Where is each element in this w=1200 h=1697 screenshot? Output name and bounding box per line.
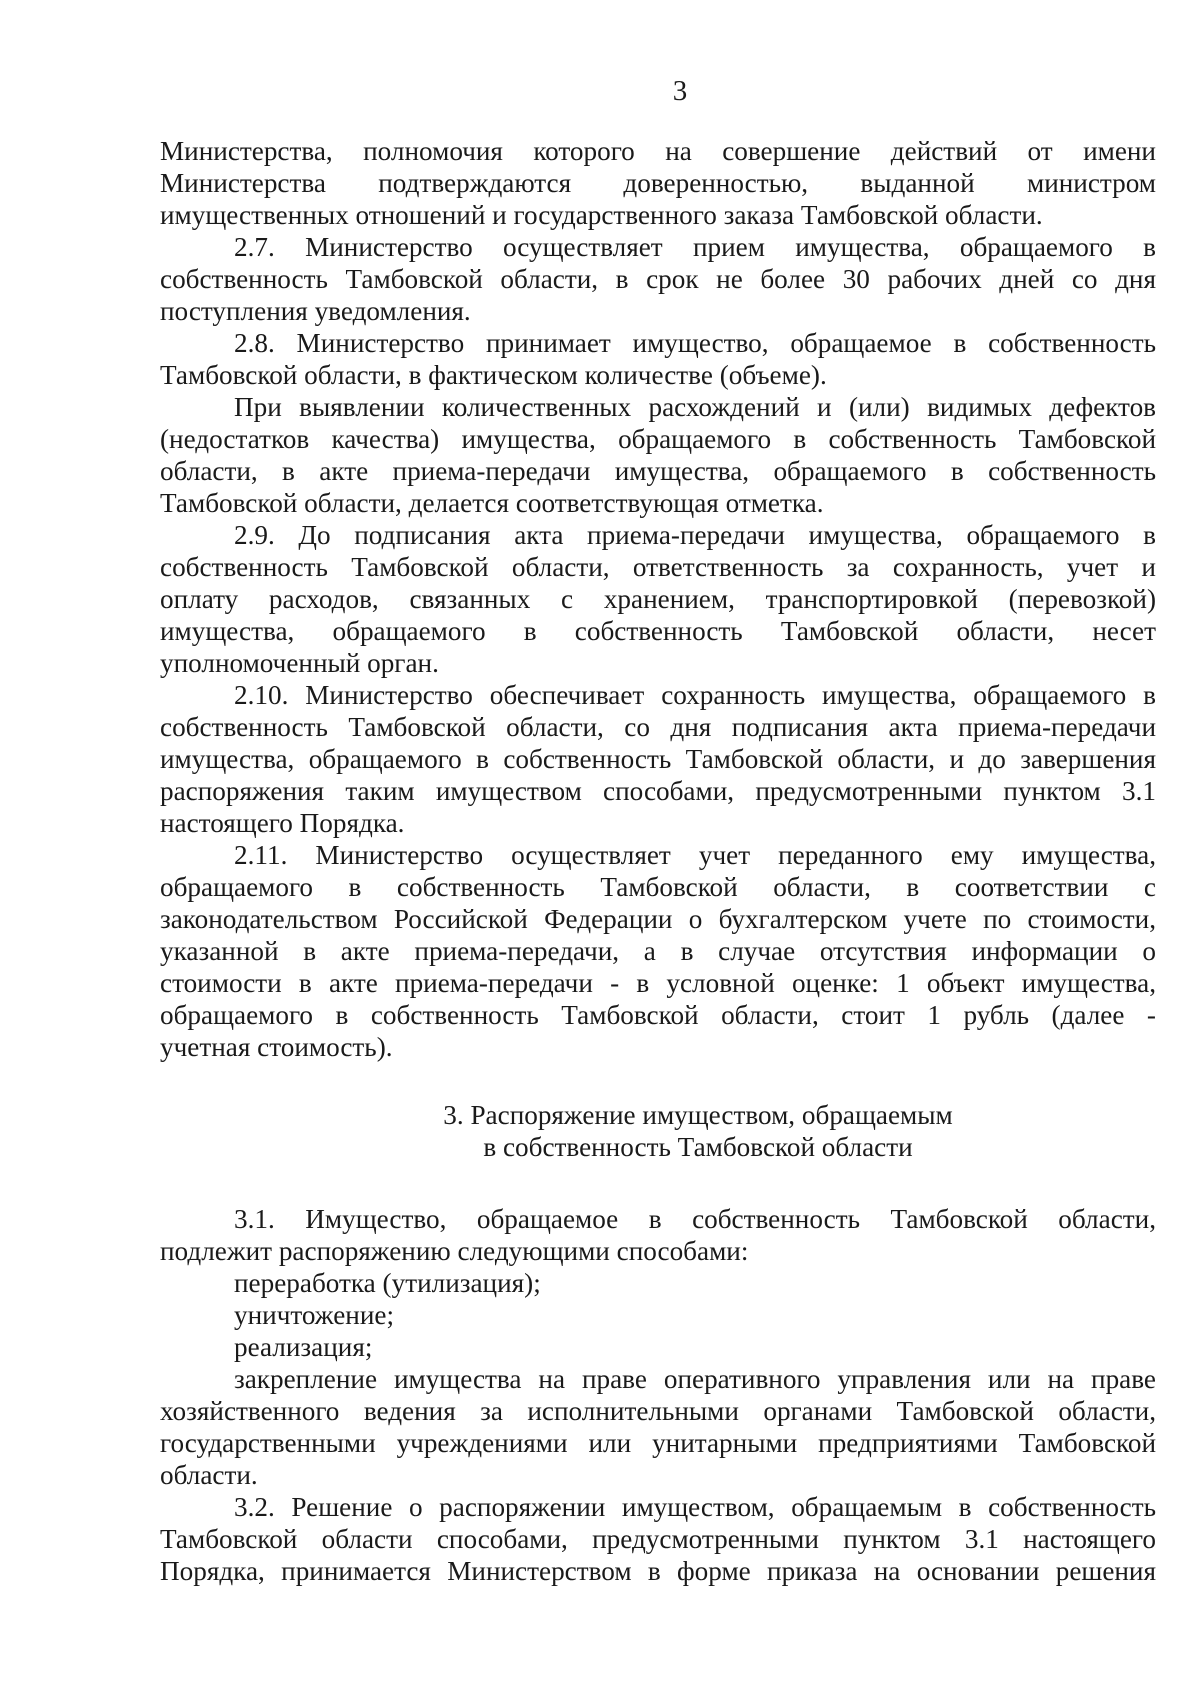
list-item: реализация; <box>234 1332 373 1362</box>
text-line: собственность Тамбовской области, со дня подписания акта приема-передачи <box>160 712 1156 742</box>
text-line: Тамбовской области способами, предусмотренными пунктом 3.1 настоящего <box>160 1524 1156 1554</box>
text-line: закрепление имущества на праве оперативного управления или на праве <box>234 1364 1156 1394</box>
text-line: стоимости в акте приема-передачи - в условной оценке: 1 объект имущества, <box>160 968 1156 998</box>
text-line: уполномоченный орган. <box>160 648 439 678</box>
list-item: уничтожение; <box>234 1300 395 1330</box>
text-line: собственность Тамбовской области, ответственность за сохранность, учет и <box>160 552 1156 582</box>
text-line: имущества, обращаемого в собственность Тамбовской области, несет <box>160 616 1156 646</box>
text-line: (недостатков качества) имущества, обращаемого в собственность Тамбовской <box>160 424 1156 454</box>
text-line: собственность Тамбовской области, в срок не более 30 рабочих дней со дня <box>160 264 1156 294</box>
text-line: обращаемого в собственность Тамбовской области, в соответствии с <box>160 872 1156 902</box>
text-line: 2.11. Министерство осуществляет учет переданного ему имущества, <box>234 840 1156 870</box>
text-line: При выявлении количественных расхождений и (или) видимых дефектов <box>234 392 1156 422</box>
text-line: имущества, обращаемого в собственность Тамбовской области, и до завершения <box>160 744 1156 774</box>
list-item: переработка (утилизация); <box>234 1268 541 1298</box>
text-line: Тамбовской области, делается соответствующая отметка. <box>160 488 824 518</box>
text-line: области, в акте приема-передачи имущества, обращаемого в собственность <box>160 456 1156 486</box>
text-line: области. <box>160 1460 258 1490</box>
text-line: 3.1. Имущество, обращаемое в собственность Тамбовской области, <box>234 1204 1156 1234</box>
text-line: хозяйственного ведения за исполнительными органами Тамбовской области, <box>160 1396 1156 1426</box>
text-line: Порядка, принимается Министерством в форме приказа на основании решения <box>160 1556 1156 1586</box>
document-body <box>160 135 1156 1587</box>
text-line: законодательством Российской Федерации о бухгалтерском учете по стоимости, <box>160 904 1156 934</box>
text-line: 3.2. Решение о распоряжении имуществом, обращаемым в собственность <box>234 1492 1156 1522</box>
text-line: 2.9. До подписания акта приема-передачи имущества, обращаемого в <box>234 520 1156 550</box>
text-line: Министерства, полномочия которого на совершение действий от имени <box>160 136 1156 166</box>
text-line: поступления уведомления. <box>160 296 471 326</box>
text-line: 2.7. Министерство осуществляет прием имущества, обращаемого в <box>234 232 1156 262</box>
text-line: учетная стоимость). <box>160 1032 393 1062</box>
text-line: обращаемого в собственность Тамбовской области, стоит 1 рубль (далее - <box>160 1000 1156 1030</box>
text-line: указанной в акте приема-передачи, а в случае отсутствия информации о <box>160 936 1156 966</box>
text-line: распоряжения таким имуществом способами, предусмотренными пунктом 3.1 <box>160 776 1156 806</box>
text-line: оплату расходов, связанных с хранением, транспортировкой (перевозкой) <box>160 584 1156 614</box>
text-line: 2.8. Министерство принимает имущество, обращаемое в собственность <box>234 328 1156 358</box>
text-line: 2.10. Министерство обеспечивает сохранность имущества, обращаемого в <box>234 680 1156 710</box>
section-heading: в собственность Тамбовской области <box>483 1132 913 1162</box>
section-heading: 3. Распоряжение имуществом, обращаемым <box>443 1100 953 1130</box>
text-line: подлежит распоряжению следующими способами: <box>160 1236 749 1266</box>
text-line: настоящего Порядка. <box>160 808 405 838</box>
text-line: Тамбовской области, в фактическом количестве (объеме). <box>160 360 827 390</box>
text-line: государственными учреждениями или унитарными предприятиями Тамбовской <box>160 1428 1156 1458</box>
page-number: 3 <box>672 75 688 107</box>
text-line: Министерства подтверждаются доверенностью, выданной министром <box>160 168 1156 198</box>
text-line: имущественных отношений и государственного заказа Тамбовской области. <box>160 200 1043 230</box>
